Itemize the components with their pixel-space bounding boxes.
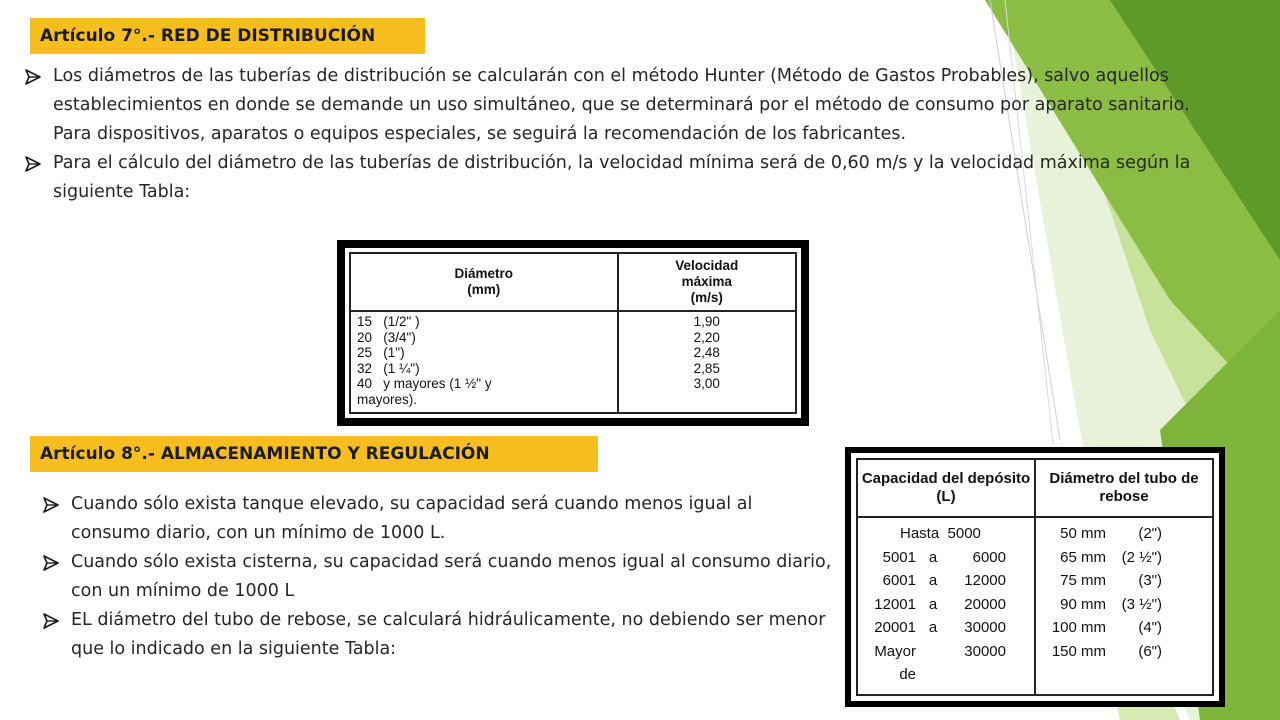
table-cell: 32 (1 ¼") — [357, 360, 420, 376]
table-cell: (4") — [1138, 619, 1162, 636]
table-cell: 150 mm — [1051, 642, 1106, 660]
table-cell — [916, 640, 950, 687]
table-cell: (3 ½") — [1121, 595, 1162, 613]
table-cell: 75 mm — [1060, 572, 1106, 589]
diametro-column — [350, 311, 618, 413]
article8-heading: Artículo 8°.- ALMACENAMIENTO Y REGULACIÓN — [30, 436, 598, 472]
table-cell: 100 mm — [1051, 619, 1106, 636]
bullet-text: EL diámetro del tubo de rebose, se calculará hidráulicamente, no debiendo ser menor que lo indicado en la siguiente Tabla: — [71, 610, 826, 659]
velocity-table — [337, 240, 809, 426]
table-row — [858, 640, 1034, 687]
table-cell: 2,20 — [693, 329, 720, 345]
table-cell: 65 mm — [1060, 548, 1106, 566]
table-cell: 40 y mayores (1 ½" y mayores). — [357, 376, 492, 407]
table-cell: (6") — [1138, 642, 1162, 660]
table-header-capacidad: Capacidad del depósito (L) — [857, 459, 1035, 517]
table-cell: a — [928, 595, 938, 613]
table-cell: a — [928, 548, 938, 566]
table-cell: 2,48 — [693, 345, 720, 360]
table-cell: 25 (1") — [357, 345, 405, 360]
bullet-text: Cuando sólo exista cisterna, su capacidad será cuando menos igual al consumo diario, con un mínimo de 1000 L — [71, 552, 832, 601]
table-cell: 6000 — [972, 548, 1006, 566]
table-cell: 20 (3/4") — [357, 329, 416, 345]
table-header-velocidad: Velocidad máxima (m/s) — [618, 253, 796, 311]
table-cell: a — [928, 619, 938, 636]
article7-heading: Artículo 7°.- RED DE DISTRIBUCIÓN — [30, 18, 425, 54]
table-cell: 20001 — [874, 619, 916, 636]
table-header-diametro: Diámetro (mm) — [350, 253, 618, 311]
table-cell: (3") — [1138, 572, 1162, 589]
arrow-bullet-icon — [25, 69, 41, 85]
arrow-bullet-icon — [43, 555, 59, 571]
table-cell: 1,90 — [693, 314, 720, 329]
table-cell: 90 mm — [1060, 595, 1106, 613]
list-item — [43, 548, 833, 606]
list-item — [43, 490, 833, 548]
table-cell: 6001 — [882, 572, 916, 589]
article8-bullet-list — [43, 490, 833, 664]
table-cell: Hasta 5000 — [900, 525, 981, 542]
table-row — [1036, 522, 1212, 546]
table-row — [1036, 616, 1212, 640]
list-item — [25, 149, 1220, 207]
table-cell: a — [928, 572, 938, 589]
table-row — [1036, 546, 1212, 570]
table-row — [858, 593, 1034, 617]
table-cell: 50 mm — [1060, 525, 1106, 542]
table-row — [858, 569, 1034, 593]
table-cell: 2,85 — [693, 360, 720, 376]
bullet-text: Cuando sólo exista tanque elevado, su capacidad será cuando menos igual al consumo diario, con un mínimo de 1000 L. — [71, 494, 753, 543]
table-cell: (2") — [1138, 525, 1162, 542]
table-cell: 15 (1/2" ) — [357, 314, 420, 329]
velocidad-column — [618, 311, 796, 413]
table-row — [1036, 569, 1212, 593]
diametro-rebose-column — [1035, 517, 1213, 695]
table-cell: 30000 — [964, 642, 1006, 660]
table-cell: 3,00 — [693, 376, 720, 391]
table-row — [858, 546, 1034, 570]
list-item — [43, 606, 833, 664]
overflow-pipe-table — [845, 447, 1225, 707]
arrow-bullet-icon — [25, 156, 41, 172]
capacidad-column — [857, 517, 1035, 695]
table-row — [1036, 593, 1212, 617]
table-cell: 30000 — [964, 619, 1006, 636]
table-cell: Mayor de — [874, 642, 916, 683]
table-cell: 12001 — [874, 595, 916, 613]
table-row — [858, 616, 1034, 640]
bullet-text: Los diámetros de las tuberías de distribución se calcularán con el método Hunter (Método de Gastos Probables), salvo aquellos establecimientos en donde se demande un uso simultáneo, que se determinará por el método de consumo por aparato sanitario. Para dispositivos, aparatos o equipos especiales, se seguirá la recomendación de los fabricantes. — [53, 66, 1190, 144]
arrow-bullet-icon — [43, 613, 59, 629]
list-item — [25, 62, 1220, 149]
table-cell: 12000 — [964, 572, 1006, 589]
article7-bullet-list — [25, 62, 1220, 207]
table-cell: (2 ½") — [1121, 548, 1162, 566]
table-row — [1036, 640, 1212, 664]
bullet-text: Para el cálculo del diámetro de las tuberías de distribución, la velocidad mínima será de 0,60 m/s y la velocidad máxima según la siguiente Tabla: — [53, 153, 1191, 202]
arrow-bullet-icon — [43, 497, 59, 513]
table-cell: 20000 — [964, 595, 1006, 613]
table-cell: 5001 — [882, 548, 916, 566]
table-header-diametro-rebose: Diámetro del tubo de rebose — [1035, 459, 1213, 517]
